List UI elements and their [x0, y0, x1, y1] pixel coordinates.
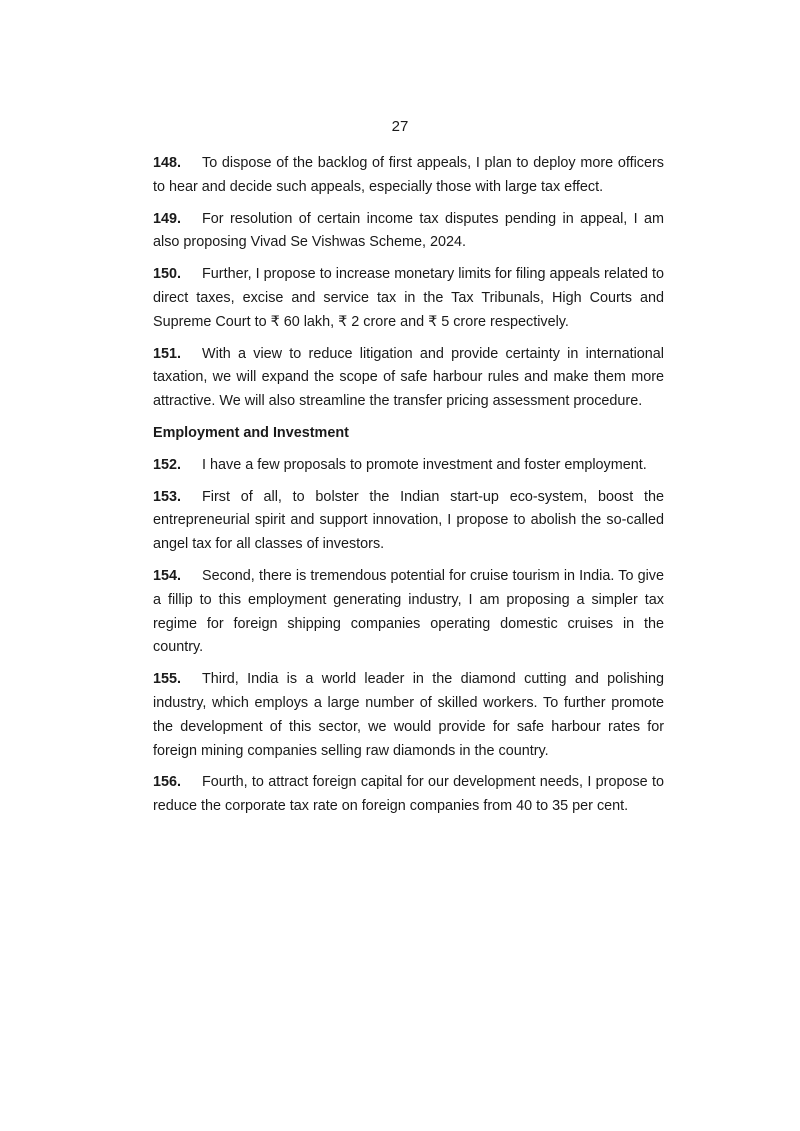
paragraph-number: 153.: [153, 488, 182, 505]
paragraph-number: 150.: [153, 266, 182, 283]
paragraph-text: Second, there is tremendous potential for cruise tourism in India. To give a fillip to this employment generating industry, I am proposing a simpler tax regime for foreign shipping companies operating domestic cruises in the country.: [153, 567, 664, 656]
paragraph-number: 156.: [153, 774, 182, 791]
paragraph-number: 154.: [153, 567, 182, 584]
page-number: 27: [391, 118, 409, 135]
section-heading: Employment and Investment: [153, 424, 349, 441]
paragraph-text: Further, I propose to increase monetary limits for filing appeals related to direct taxes, excise and service tax in the Tax Tribunals, High Courts and Supreme Court to ₹ 60 lakh, ₹ 2 crore and ₹ 5 crore respectively.: [153, 266, 664, 330]
paragraph-152: [153, 454, 664, 478]
paragraph-number: 152.: [153, 456, 182, 473]
paragraph-text: Third, India is a world leader in the diamond cutting and polishing industry, which employs a large number of skilled workers. To further promote the development of this sector, we would provide for safe harbour rates for foreign mining companies selling raw diamonds in the country.: [153, 671, 664, 759]
paragraph-153: [153, 486, 664, 557]
paragraph-text: For resolution of certain income tax disputes pending in appeal, I am also proposing Vivad Se Vishwas Scheme, 2024.: [153, 210, 664, 251]
document-body: [153, 152, 664, 827]
paragraph-number: 149.: [153, 210, 182, 227]
paragraph-148: [153, 152, 664, 200]
paragraph-text: To dispose of the backlog of first appeals, I plan to deploy more officers to hear and decide such appeals, especially those with large tax effect.: [153, 155, 664, 195]
paragraph-number: 151.: [153, 345, 182, 362]
paragraph-151: [153, 343, 664, 414]
paragraph-155: [153, 668, 664, 763]
paragraph-number: 148.: [153, 155, 182, 171]
paragraph-number: 155.: [153, 671, 182, 688]
paragraph-154: [153, 565, 664, 660]
paragraph-156: [153, 771, 664, 819]
paragraph-text: Fourth, to attract foreign capital for our development needs, I propose to reduce the corporate tax rate on foreign companies from 40 to 35 per cent.: [153, 774, 664, 815]
paragraph-149: [153, 208, 664, 256]
paragraph-text: First of all, to bolster the Indian start-up eco-system, boost the entrepreneurial spirit and support innovation, I propose to abolish the so-called angel tax for all classes of investors.: [153, 488, 664, 553]
paragraph-150: [153, 263, 664, 334]
paragraph-text: With a view to reduce litigation and provide certainty in international taxation, we will expand the scope of safe harbour rules and make them more attractive. We will also streamline the transfer pricing assessment procedure.: [153, 345, 664, 410]
paragraph-text: I have a few proposals to promote investment and foster employment.: [202, 456, 647, 473]
